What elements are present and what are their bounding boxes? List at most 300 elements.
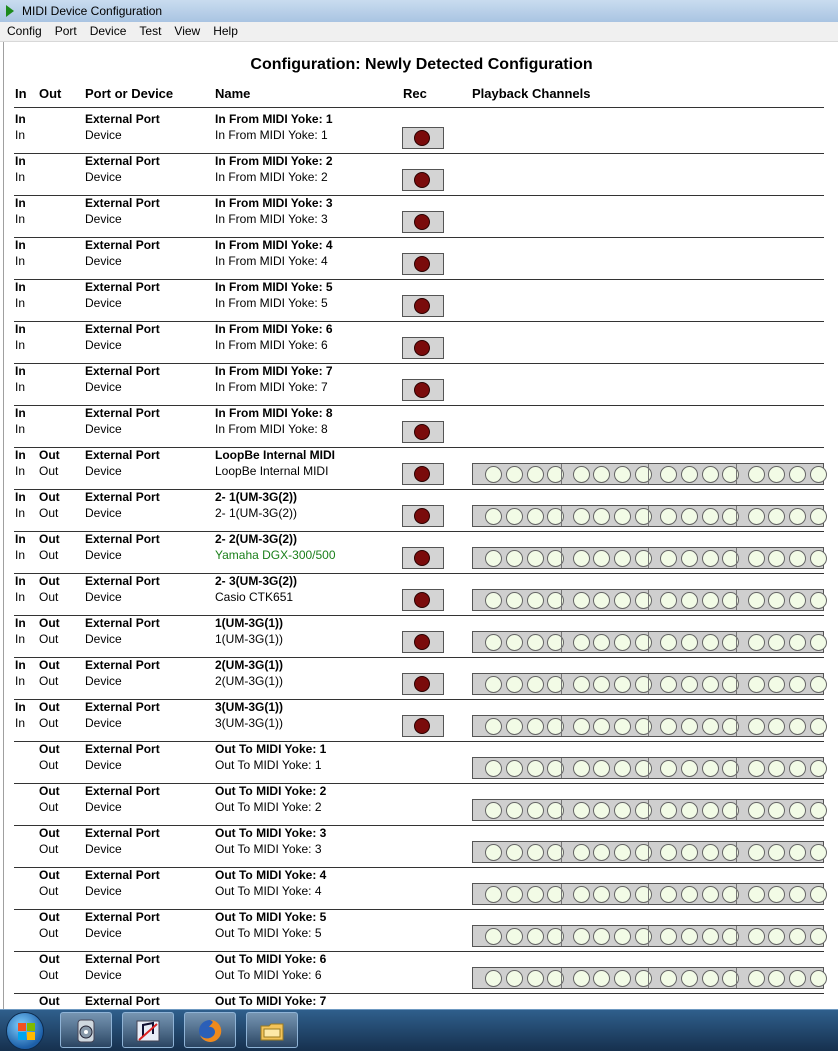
playback-channel-led-icon[interactable] — [593, 760, 610, 777]
playback-channel-led-icon[interactable] — [681, 886, 698, 903]
title-bar — [0, 0, 838, 23]
playback-channel-led-icon[interactable] — [635, 676, 652, 693]
playback-channel-led-icon[interactable] — [702, 718, 719, 735]
playback-channel-led-icon[interactable] — [614, 970, 631, 987]
playback-channel-led-icon[interactable] — [681, 466, 698, 483]
playback-channel-led-icon[interactable] — [702, 844, 719, 861]
channel-group-divider — [736, 506, 737, 526]
playback-channel-led-icon[interactable] — [506, 466, 523, 483]
in-flag: In — [15, 574, 26, 588]
playback-channel-led-icon[interactable] — [635, 634, 652, 651]
playback-channel-led-icon[interactable] — [485, 676, 502, 693]
playback-channel-led-icon[interactable] — [485, 466, 502, 483]
playback-channel-led-icon[interactable] — [506, 592, 523, 609]
port-name: In From MIDI Yoke: 4 — [215, 238, 333, 252]
playback-channel-led-icon[interactable] — [748, 760, 765, 777]
playback-channel-led-icon[interactable] — [573, 928, 590, 945]
playback-channel-led-icon[interactable] — [614, 718, 631, 735]
taskbar-music-editor[interactable] — [122, 1012, 174, 1048]
playback-channel-led-icon[interactable] — [748, 844, 765, 861]
record-led-icon — [414, 550, 430, 566]
playback-channel-led-icon[interactable] — [681, 634, 698, 651]
playback-channel-led-icon[interactable] — [748, 928, 765, 945]
playback-channel-led-icon[interactable] — [593, 508, 610, 525]
port-name: 2(UM-3G(1)) — [215, 658, 283, 672]
device-in-flag: In — [15, 716, 26, 730]
channel-group-divider — [648, 758, 649, 778]
device-row[interactable] — [4, 742, 839, 784]
playback-channel-led-icon[interactable] — [702, 634, 719, 651]
playback-channel-led-icon[interactable] — [789, 634, 806, 651]
device-in-flag: In — [15, 548, 26, 562]
playback-channel-led-icon[interactable] — [768, 508, 785, 525]
playback-channel-led-icon[interactable] — [506, 676, 523, 693]
device-in-flag: In — [15, 128, 26, 142]
playback-channel-led-icon[interactable] — [748, 466, 765, 483]
playback-channel-led-icon[interactable] — [506, 928, 523, 945]
playback-channel-led-icon[interactable] — [660, 886, 677, 903]
device-row[interactable] — [4, 658, 839, 700]
playback-channel-led-icon[interactable] — [748, 508, 765, 525]
playback-channel-led-icon[interactable] — [768, 844, 785, 861]
playback-channel-led-icon[interactable] — [527, 592, 544, 609]
playback-channel-led-icon[interactable] — [485, 592, 502, 609]
taskbar-firefox[interactable] — [184, 1012, 236, 1048]
record-button[interactable] — [402, 547, 444, 569]
device-row[interactable] — [4, 406, 839, 448]
playback-channel-led-icon[interactable] — [614, 634, 631, 651]
playback-channel-led-icon[interactable] — [702, 928, 719, 945]
record-button[interactable] — [402, 463, 444, 485]
port-name: 2- 3(UM-3G(2)) — [215, 574, 298, 588]
playback-channel-led-icon[interactable] — [660, 718, 677, 735]
menu-config[interactable]: Config — [7, 24, 42, 38]
playback-channel-led-icon[interactable] — [527, 970, 544, 987]
menu-test[interactable]: Test — [139, 24, 162, 38]
channel-group-divider — [561, 758, 562, 778]
device-row[interactable] — [4, 154, 839, 196]
playback-channel-led-icon[interactable] — [485, 550, 502, 567]
playback-channel-led-icon[interactable] — [527, 466, 544, 483]
playback-channel-led-icon[interactable] — [810, 550, 827, 567]
taskbar — [0, 1009, 838, 1051]
playback-channel-led-icon[interactable] — [660, 802, 677, 819]
port-type: External Port — [85, 154, 160, 168]
playback-channel-led-icon[interactable] — [768, 802, 785, 819]
device-type: Device — [85, 170, 122, 184]
playback-channel-led-icon[interactable] — [702, 550, 719, 567]
playback-channel-led-icon[interactable] — [810, 676, 827, 693]
menu-device[interactable]: Device — [89, 24, 127, 38]
device-row[interactable] — [4, 952, 839, 994]
playback-channel-led-icon[interactable] — [789, 676, 806, 693]
port-type: External Port — [85, 364, 160, 378]
record-led-icon — [414, 634, 430, 650]
playback-channel-led-icon[interactable] — [573, 508, 590, 525]
port-type: External Port — [85, 784, 160, 798]
playback-channel-led-icon[interactable] — [593, 676, 610, 693]
playback-channels — [472, 883, 824, 905]
playback-channel-led-icon[interactable] — [702, 760, 719, 777]
playback-channel-led-icon[interactable] — [573, 970, 590, 987]
playback-channel-led-icon[interactable] — [527, 676, 544, 693]
taskbar-file-explorer[interactable] — [246, 1012, 298, 1048]
playback-channel-led-icon[interactable] — [614, 760, 631, 777]
record-led-icon — [414, 214, 430, 230]
playback-channel-led-icon[interactable] — [573, 634, 590, 651]
playback-channel-led-icon[interactable] — [573, 550, 590, 567]
port-name: In From MIDI Yoke: 7 — [215, 364, 333, 378]
device-type: Device — [85, 254, 122, 268]
playback-channel-led-icon[interactable] — [748, 550, 765, 567]
playback-channel-led-icon[interactable] — [660, 550, 677, 567]
channel-group-divider — [561, 464, 562, 484]
playback-channel-led-icon[interactable] — [810, 718, 827, 735]
playback-channel-led-icon[interactable] — [768, 634, 785, 651]
record-button[interactable] — [402, 715, 444, 737]
device-name: In From MIDI Yoke: 8 — [215, 422, 328, 436]
device-type: Device — [85, 548, 122, 562]
column-header-in: In — [15, 86, 27, 101]
playback-channel-led-icon[interactable] — [506, 718, 523, 735]
playback-channel-led-icon[interactable] — [748, 718, 765, 735]
playback-channel-led-icon[interactable] — [635, 718, 652, 735]
playback-channel-led-icon[interactable] — [614, 928, 631, 945]
playback-channel-led-icon[interactable] — [768, 676, 785, 693]
playback-channel-led-icon[interactable] — [485, 970, 502, 987]
playback-channel-led-icon[interactable] — [635, 844, 652, 861]
device-row[interactable] — [4, 490, 839, 532]
in-flag: In — [15, 238, 26, 252]
playback-channel-led-icon[interactable] — [681, 550, 698, 567]
playback-channel-led-icon[interactable] — [748, 676, 765, 693]
playback-channel-led-icon[interactable] — [810, 592, 827, 609]
port-type: External Port — [85, 280, 160, 294]
device-type: Device — [85, 842, 122, 856]
playback-channel-led-icon[interactable] — [681, 592, 698, 609]
playback-channel-led-icon[interactable] — [702, 970, 719, 987]
device-name: Out To MIDI Yoke: 4 — [215, 884, 322, 898]
playback-channel-led-icon[interactable] — [748, 592, 765, 609]
playback-channel-led-icon[interactable] — [660, 508, 677, 525]
playback-channel-led-icon[interactable] — [485, 802, 502, 819]
playback-channel-led-icon[interactable] — [527, 802, 544, 819]
device-name: Casio CTK651 — [215, 590, 294, 604]
playback-channel-led-icon[interactable] — [660, 676, 677, 693]
record-button[interactable] — [402, 589, 444, 611]
playback-channel-led-icon[interactable] — [506, 550, 523, 567]
device-row[interactable] — [4, 910, 839, 952]
playback-channel-led-icon[interactable] — [660, 466, 677, 483]
playback-channel-led-icon[interactable] — [635, 508, 652, 525]
device-row[interactable] — [4, 700, 839, 742]
playback-channel-led-icon[interactable] — [768, 550, 785, 567]
playback-channel-led-icon[interactable] — [635, 592, 652, 609]
playback-channel-led-icon[interactable] — [748, 634, 765, 651]
playback-channel-led-icon[interactable] — [768, 886, 785, 903]
channel-group-divider — [561, 842, 562, 862]
playback-channel-led-icon[interactable] — [593, 634, 610, 651]
record-led-icon — [414, 508, 430, 524]
app-icon — [6, 5, 14, 17]
playback-channel-led-icon[interactable] — [635, 802, 652, 819]
playback-channel-led-icon[interactable] — [681, 928, 698, 945]
port-name: LoopBe Internal MIDI — [215, 448, 335, 462]
playback-channel-led-icon[interactable] — [614, 886, 631, 903]
record-button[interactable] — [402, 127, 444, 149]
playback-channel-led-icon[interactable] — [485, 634, 502, 651]
playback-channel-led-icon[interactable] — [485, 928, 502, 945]
playback-channel-led-icon[interactable] — [506, 760, 523, 777]
channel-group-divider — [736, 674, 737, 694]
channel-group-divider — [736, 716, 737, 736]
playback-channel-led-icon[interactable] — [527, 508, 544, 525]
playback-channel-led-icon[interactable] — [614, 592, 631, 609]
playback-channel-led-icon[interactable] — [810, 634, 827, 651]
playback-channel-led-icon[interactable] — [748, 970, 765, 987]
device-in-flag: In — [15, 170, 26, 184]
record-button[interactable] — [402, 337, 444, 359]
playback-channel-led-icon[interactable] — [810, 886, 827, 903]
playback-channel-led-icon[interactable] — [635, 970, 652, 987]
device-row[interactable] — [4, 826, 839, 868]
channel-group-divider — [561, 632, 562, 652]
playback-channel-led-icon[interactable] — [789, 508, 806, 525]
playback-channel-led-icon[interactable] — [810, 928, 827, 945]
playback-channel-led-icon[interactable] — [789, 886, 806, 903]
device-row[interactable] — [4, 280, 839, 322]
playback-channel-led-icon[interactable] — [660, 634, 677, 651]
playback-channel-led-icon[interactable] — [768, 592, 785, 609]
playback-channel-led-icon[interactable] — [593, 844, 610, 861]
device-name: In From MIDI Yoke: 6 — [215, 338, 328, 352]
playback-channel-led-icon[interactable] — [506, 508, 523, 525]
record-button[interactable] — [402, 169, 444, 191]
playback-channel-led-icon[interactable] — [681, 676, 698, 693]
playback-channel-led-icon[interactable] — [681, 508, 698, 525]
playback-channel-led-icon[interactable] — [789, 928, 806, 945]
playback-channel-led-icon[interactable] — [681, 844, 698, 861]
playback-channel-led-icon[interactable] — [681, 802, 698, 819]
midi-config-icon — [73, 1018, 99, 1044]
playback-channel-led-icon[interactable] — [506, 634, 523, 651]
playback-channel-led-icon[interactable] — [660, 760, 677, 777]
record-button[interactable] — [402, 211, 444, 233]
playback-channel-led-icon[interactable] — [789, 550, 806, 567]
out-flag: Out — [39, 448, 60, 462]
record-button[interactable] — [402, 253, 444, 275]
port-name: Out To MIDI Yoke: 5 — [215, 910, 327, 924]
playback-channel-led-icon[interactable] — [485, 760, 502, 777]
playback-channel-led-icon[interactable] — [789, 760, 806, 777]
out-flag: Out — [39, 868, 60, 882]
playback-channel-led-icon[interactable] — [635, 886, 652, 903]
playback-channel-led-icon[interactable] — [593, 970, 610, 987]
playback-channel-led-icon[interactable] — [614, 844, 631, 861]
device-row[interactable] — [4, 196, 839, 238]
device-row[interactable] — [4, 364, 839, 406]
playback-channel-led-icon[interactable] — [593, 802, 610, 819]
playback-channel-led-icon[interactable] — [635, 760, 652, 777]
playback-channel-led-icon[interactable] — [681, 718, 698, 735]
playback-channel-led-icon[interactable] — [660, 844, 677, 861]
playback-channel-led-icon[interactable] — [593, 550, 610, 567]
playback-channel-led-icon[interactable] — [593, 466, 610, 483]
playback-channel-led-icon[interactable] — [810, 970, 827, 987]
playback-channel-led-icon[interactable] — [527, 718, 544, 735]
playback-channel-led-icon[interactable] — [810, 466, 827, 483]
playback-channel-led-icon[interactable] — [614, 802, 631, 819]
playback-channel-led-icon[interactable] — [810, 802, 827, 819]
device-in-flag: In — [15, 674, 26, 688]
playback-channel-led-icon[interactable] — [527, 886, 544, 903]
channel-group-divider — [648, 674, 649, 694]
playback-channel-led-icon[interactable] — [593, 928, 610, 945]
playback-channel-led-icon[interactable] — [573, 718, 590, 735]
playback-channel-led-icon[interactable] — [681, 760, 698, 777]
playback-channel-led-icon[interactable] — [702, 508, 719, 525]
playback-channel-led-icon[interactable] — [748, 802, 765, 819]
playback-channel-led-icon[interactable] — [485, 844, 502, 861]
playback-channel-led-icon[interactable] — [573, 760, 590, 777]
device-row[interactable] — [4, 112, 839, 154]
playback-channel-led-icon[interactable] — [681, 970, 698, 987]
record-button[interactable] — [402, 505, 444, 527]
window-title: MIDI Device Configuration — [22, 4, 163, 18]
record-button[interactable] — [402, 295, 444, 317]
playback-channel-led-icon[interactable] — [660, 592, 677, 609]
channel-group-divider — [648, 506, 649, 526]
record-button[interactable] — [402, 673, 444, 695]
playback-channel-led-icon[interactable] — [573, 592, 590, 609]
device-row[interactable] — [4, 448, 839, 490]
device-name: In From MIDI Yoke: 1 — [215, 128, 328, 142]
playback-channel-led-icon[interactable] — [614, 508, 631, 525]
record-button[interactable] — [402, 631, 444, 653]
windows-start-icon[interactable] — [6, 1012, 44, 1050]
playback-channel-led-icon[interactable] — [768, 970, 785, 987]
playback-channel-led-icon[interactable] — [593, 592, 610, 609]
playback-channel-led-icon[interactable] — [593, 886, 610, 903]
playback-channels — [472, 967, 824, 989]
playback-channel-led-icon[interactable] — [506, 886, 523, 903]
playback-channel-led-icon[interactable] — [660, 928, 677, 945]
playback-channel-led-icon[interactable] — [485, 886, 502, 903]
channel-group-divider — [561, 506, 562, 526]
playback-channel-led-icon[interactable] — [635, 466, 652, 483]
menu-port[interactable]: Port — [54, 24, 77, 38]
channel-group-divider — [648, 926, 649, 946]
playback-channel-led-icon[interactable] — [810, 844, 827, 861]
playback-channel-led-icon[interactable] — [810, 508, 827, 525]
record-button[interactable] — [402, 421, 444, 443]
playback-channel-led-icon[interactable] — [768, 760, 785, 777]
record-led-icon — [414, 340, 430, 356]
playback-channel-led-icon[interactable] — [573, 466, 590, 483]
playback-channel-led-icon[interactable] — [573, 886, 590, 903]
playback-channel-led-icon[interactable] — [614, 676, 631, 693]
port-name: 1(UM-3G(1)) — [215, 616, 283, 630]
playback-channel-led-icon[interactable] — [506, 970, 523, 987]
device-name: Out To MIDI Yoke: 1 — [215, 758, 322, 772]
taskbar-midi-config[interactable] — [60, 1012, 112, 1048]
device-type: Device — [85, 590, 122, 604]
playback-channel-led-icon[interactable] — [527, 760, 544, 777]
playback-channel-led-icon[interactable] — [789, 970, 806, 987]
menu-view[interactable]: View — [174, 24, 201, 38]
playback-channel-led-icon[interactable] — [789, 844, 806, 861]
in-flag: In — [15, 196, 26, 210]
playback-channel-led-icon[interactable] — [506, 844, 523, 861]
playback-channel-led-icon[interactable] — [702, 886, 719, 903]
playback-channel-led-icon[interactable] — [789, 466, 806, 483]
device-row[interactable] — [4, 322, 839, 364]
port-type: External Port — [85, 910, 160, 924]
playback-channel-led-icon[interactable] — [527, 928, 544, 945]
playback-channel-led-icon[interactable] — [789, 718, 806, 735]
device-row[interactable] — [4, 532, 839, 574]
in-flag: In — [15, 280, 26, 294]
device-row[interactable] — [4, 616, 839, 658]
playback-channel-led-icon[interactable] — [702, 802, 719, 819]
playback-channel-led-icon[interactable] — [768, 718, 785, 735]
playback-channel-led-icon[interactable] — [614, 466, 631, 483]
channel-group-divider — [648, 464, 649, 484]
device-row[interactable] — [4, 868, 839, 910]
port-type: External Port — [85, 574, 160, 588]
playback-channel-led-icon[interactable] — [768, 466, 785, 483]
out-flag: Out — [39, 574, 60, 588]
playback-channel-led-icon[interactable] — [702, 466, 719, 483]
playback-channel-led-icon[interactable] — [702, 676, 719, 693]
playback-channel-led-icon[interactable] — [485, 508, 502, 525]
playback-channel-led-icon[interactable] — [635, 550, 652, 567]
playback-channel-led-icon[interactable] — [573, 844, 590, 861]
playback-channel-led-icon[interactable] — [702, 592, 719, 609]
playback-channel-led-icon[interactable] — [573, 802, 590, 819]
device-row[interactable] — [4, 238, 839, 280]
port-type: External Port — [85, 448, 160, 462]
playback-channel-led-icon[interactable] — [748, 886, 765, 903]
port-type: External Port — [85, 322, 160, 336]
playback-channel-led-icon[interactable] — [485, 718, 502, 735]
record-button[interactable] — [402, 379, 444, 401]
playback-channel-led-icon[interactable] — [768, 928, 785, 945]
playback-channel-led-icon[interactable] — [527, 634, 544, 651]
device-type: Device — [85, 926, 122, 940]
in-flag: In — [15, 448, 26, 462]
playback-channel-led-icon[interactable] — [527, 844, 544, 861]
device-type: Device — [85, 968, 122, 982]
record-led-icon — [414, 592, 430, 608]
playback-channel-led-icon[interactable] — [593, 718, 610, 735]
device-row[interactable] — [4, 574, 839, 616]
device-out-flag: Out — [39, 632, 59, 646]
playback-channel-led-icon[interactable] — [789, 802, 806, 819]
playback-channel-led-icon[interactable] — [635, 928, 652, 945]
device-name: In From MIDI Yoke: 5 — [215, 296, 328, 310]
port-name: 2- 1(UM-3G(2)) — [215, 490, 298, 504]
playback-channel-led-icon[interactable] — [660, 970, 677, 987]
playback-channel-led-icon[interactable] — [810, 760, 827, 777]
device-row[interactable] — [4, 784, 839, 826]
playback-channel-led-icon[interactable] — [573, 676, 590, 693]
playback-channel-led-icon[interactable] — [789, 592, 806, 609]
playback-channel-led-icon[interactable] — [614, 550, 631, 567]
playback-channel-led-icon[interactable] — [527, 550, 544, 567]
menu-help[interactable]: Help — [213, 24, 238, 38]
playback-channel-led-icon[interactable] — [506, 802, 523, 819]
